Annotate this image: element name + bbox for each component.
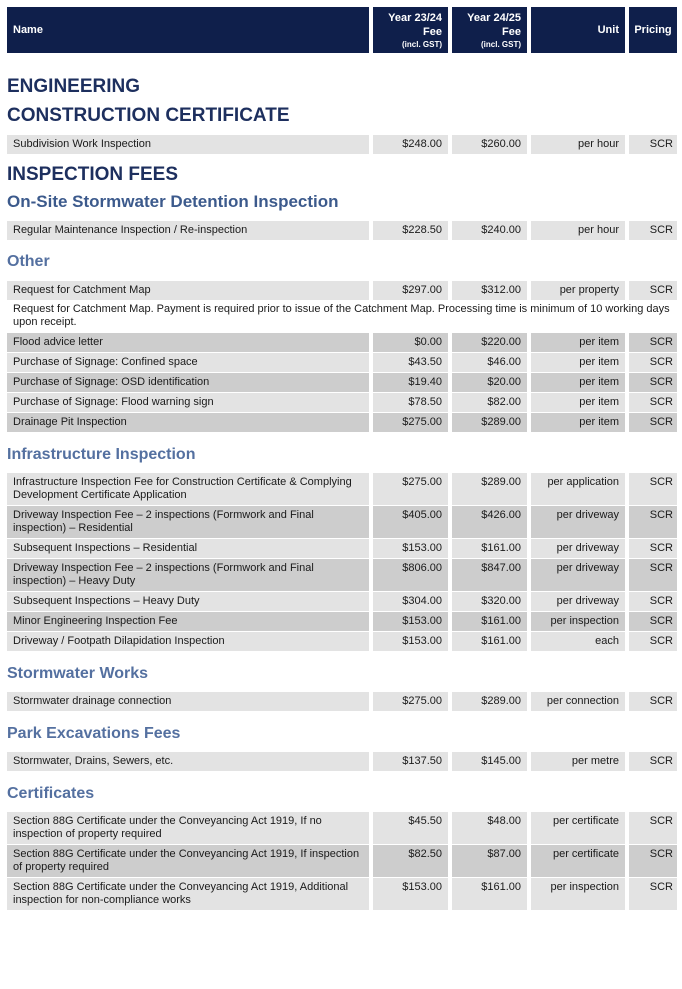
fee-2425-cell: $289.00 — [452, 413, 527, 432]
pricing-cell: SCR — [629, 281, 677, 300]
fee-2425-cell: $847.00 — [452, 559, 527, 591]
unit-cell: per certificate — [531, 845, 625, 877]
unit-cell: per certificate — [531, 812, 625, 844]
fee-name-cell: Driveway Inspection Fee – 2 inspections (Formwork and Final inspection) – Residential — [7, 506, 369, 538]
fee-2324-cell: $275.00 — [373, 473, 448, 505]
fee-2324-cell: $78.50 — [373, 393, 448, 412]
fee-schedule-page — [7, 7, 677, 911]
unit-cell: per item — [531, 413, 625, 432]
fee-name-cell: Subsequent Inspections – Heavy Duty — [7, 592, 369, 611]
fee-2324-cell: $806.00 — [373, 559, 448, 591]
unit-cell: per application — [531, 473, 625, 505]
park-rows — [7, 752, 677, 771]
catchment-map-note: Request for Catchment Map. Payment is required prior to issue of the Catchment Map. Processing time is minimum of 10 working days upon receipt. — [7, 301, 677, 332]
pricing-cell: SCR — [629, 692, 677, 711]
section-park-excavations: Park Excavations Fees — [7, 725, 181, 742]
section-engineering: ENGINEERING — [7, 76, 141, 97]
fee-2425-cell: $161.00 — [452, 539, 527, 558]
osd-rows — [7, 221, 677, 240]
fee-2324-cell: $275.00 — [373, 692, 448, 711]
pricing-cell: SCR — [629, 559, 677, 591]
unit-cell: each — [531, 632, 625, 651]
unit-cell: per item — [531, 333, 625, 352]
fee-2425-cell: $426.00 — [452, 506, 527, 538]
fee-2425-cell: $82.00 — [452, 393, 527, 412]
section-stormwater-works: Stormwater Works — [7, 665, 149, 682]
fee-2324-cell: $19.40 — [373, 373, 448, 392]
fee-2324-cell: $82.50 — [373, 845, 448, 877]
table-row — [7, 393, 677, 412]
table-row — [7, 353, 677, 372]
fee-2425-cell: $312.00 — [452, 281, 527, 300]
pricing-cell: SCR — [629, 592, 677, 611]
table-row — [7, 281, 677, 300]
fee-2425-cell: $46.00 — [452, 353, 527, 372]
stormwater-rows — [7, 692, 677, 711]
table-row — [7, 221, 677, 240]
unit-cell: per driveway — [531, 539, 625, 558]
table-row — [7, 692, 677, 711]
pricing-cell: SCR — [629, 393, 677, 412]
pricing-cell: SCR — [629, 878, 677, 910]
fee-name-cell: Stormwater drainage connection — [7, 692, 369, 711]
pricing-cell: SCR — [629, 632, 677, 651]
header-fee-2324-year: Year 23/24 — [388, 12, 442, 24]
fee-2425-cell: $240.00 — [452, 221, 527, 240]
unit-cell: per driveway — [531, 506, 625, 538]
pricing-cell: SCR — [629, 333, 677, 352]
unit-cell: per metre — [531, 752, 625, 771]
pricing-cell: SCR — [629, 373, 677, 392]
fee-name-cell: Minor Engineering Inspection Fee — [7, 612, 369, 631]
header-fee-2425 — [452, 7, 527, 53]
pricing-cell: SCR — [629, 135, 677, 154]
fee-2425-cell: $220.00 — [452, 333, 527, 352]
fee-2425-cell: $289.00 — [452, 692, 527, 711]
table-row — [7, 559, 677, 591]
fee-2425-cell: $260.00 — [452, 135, 527, 154]
pricing-cell: SCR — [629, 752, 677, 771]
header-unit: Unit — [531, 7, 625, 53]
table-row — [7, 373, 677, 392]
fee-name-cell: Stormwater, Drains, Sewers, etc. — [7, 752, 369, 771]
fee-2324-cell: $43.50 — [373, 353, 448, 372]
certificate-rows — [7, 812, 677, 910]
header-name: Name — [7, 7, 369, 53]
table-row — [7, 506, 677, 538]
fee-name-cell: Driveway / Footpath Dilapidation Inspection — [7, 632, 369, 651]
fee-2425-cell: $289.00 — [452, 473, 527, 505]
fee-name-cell: Flood advice letter — [7, 333, 369, 352]
fee-2324-cell: $45.50 — [373, 812, 448, 844]
fee-name-cell: Purchase of Signage: Confined space — [7, 353, 369, 372]
table-row — [7, 752, 677, 771]
table-row — [7, 632, 677, 651]
table-row — [7, 878, 677, 910]
fee-name-cell: Purchase of Signage: Flood warning sign — [7, 393, 369, 412]
section-inspection-fees: INSPECTION FEES — [7, 164, 179, 185]
table-row — [7, 612, 677, 631]
fee-name-cell: Request for Catchment Map — [7, 281, 369, 300]
fee-name-cell: Regular Maintenance Inspection / Re-inspection — [7, 221, 369, 240]
fee-2324-cell: $153.00 — [373, 878, 448, 910]
pricing-cell: SCR — [629, 612, 677, 631]
fee-2425-cell: $161.00 — [452, 612, 527, 631]
unit-cell: per item — [531, 353, 625, 372]
section-certificates: Certificates — [7, 785, 95, 802]
unit-cell: per driveway — [531, 592, 625, 611]
table-header — [7, 7, 677, 53]
fee-2324-cell: $304.00 — [373, 592, 448, 611]
table-row — [7, 592, 677, 611]
unit-cell: per item — [531, 373, 625, 392]
unit-cell: per inspection — [531, 612, 625, 631]
fee-2425-cell: $161.00 — [452, 878, 527, 910]
pricing-cell: SCR — [629, 413, 677, 432]
fee-2324-cell: $0.00 — [373, 333, 448, 352]
table-row — [7, 473, 677, 505]
fee-2324-cell: $228.50 — [373, 221, 448, 240]
header-pricing: Pricing — [629, 7, 677, 53]
table-row — [7, 845, 677, 877]
unit-cell: per inspection — [531, 878, 625, 910]
unit-cell: per hour — [531, 135, 625, 154]
pricing-cell: SCR — [629, 221, 677, 240]
fee-2425-cell: $145.00 — [452, 752, 527, 771]
fee-name-cell: Section 88G Certificate under the Conveyancing Act 1919, Additional inspection for non-compliance works — [7, 878, 369, 910]
fee-2324-cell: $405.00 — [373, 506, 448, 538]
unit-cell: per connection — [531, 692, 625, 711]
fee-name-cell: Section 88G Certificate under the Conveyancing Act 1919, If inspection of property required — [7, 845, 369, 877]
fee-2324-cell: $248.00 — [373, 135, 448, 154]
fee-2425-cell: $161.00 — [452, 632, 527, 651]
fee-name-cell: Purchase of Signage: OSD identification — [7, 373, 369, 392]
pricing-cell: SCR — [629, 473, 677, 505]
section-other: Other — [7, 253, 50, 270]
fee-2425-cell: $320.00 — [452, 592, 527, 611]
construction-rows — [7, 135, 677, 154]
other-rows-b — [7, 333, 677, 432]
fee-2324-cell: $137.50 — [373, 752, 448, 771]
table-row — [7, 333, 677, 352]
unit-cell: per item — [531, 393, 625, 412]
table-row — [7, 135, 677, 154]
fee-2324-cell: $153.00 — [373, 539, 448, 558]
section-construction-certificate: CONSTRUCTION CERTIFICATE — [7, 105, 290, 126]
header-fee-2324 — [373, 7, 448, 53]
section-infrastructure: Infrastructure Inspection — [7, 446, 196, 463]
fee-name-cell: Driveway Inspection Fee – 2 inspections (Formwork and Final inspection) – Heavy Duty — [7, 559, 369, 591]
fee-2425-cell: $87.00 — [452, 845, 527, 877]
header-fee-2425-year: Year 24/25 — [467, 12, 521, 24]
fee-name-cell: Subdivision Work Inspection — [7, 135, 369, 154]
fee-name-cell: Section 88G Certificate under the Conveyancing Act 1919, If no inspection of property required — [7, 812, 369, 844]
header-fee-2425-fee: Fee — [502, 26, 521, 38]
pricing-cell: SCR — [629, 845, 677, 877]
section-osd-inspection: On-Site Stormwater Detention Inspection — [7, 192, 339, 211]
unit-cell: per driveway — [531, 559, 625, 591]
pricing-cell: SCR — [629, 506, 677, 538]
other-rows-a — [7, 281, 677, 300]
pricing-cell: SCR — [629, 353, 677, 372]
pricing-cell: SCR — [629, 812, 677, 844]
table-row — [7, 812, 677, 844]
table-row — [7, 539, 677, 558]
table-row — [7, 413, 677, 432]
infrastructure-rows — [7, 473, 677, 651]
fee-2324-cell: $153.00 — [373, 632, 448, 651]
fee-2324-cell: $297.00 — [373, 281, 448, 300]
header-fee-2425-gst: (incl. GST) — [481, 40, 521, 49]
header-fee-2324-fee: Fee — [423, 26, 442, 38]
unit-cell: per hour — [531, 221, 625, 240]
unit-cell: per property — [531, 281, 625, 300]
pricing-cell: SCR — [629, 539, 677, 558]
fee-2425-cell: $20.00 — [452, 373, 527, 392]
fee-name-cell: Drainage Pit Inspection — [7, 413, 369, 432]
fee-2425-cell: $48.00 — [452, 812, 527, 844]
fee-name-cell: Infrastructure Inspection Fee for Construction Certificate & Complying Development Certificate Application — [7, 473, 369, 505]
fee-name-cell: Subsequent Inspections – Residential — [7, 539, 369, 558]
fee-2324-cell: $275.00 — [373, 413, 448, 432]
fee-2324-cell: $153.00 — [373, 612, 448, 631]
header-fee-2324-gst: (incl. GST) — [402, 40, 442, 49]
